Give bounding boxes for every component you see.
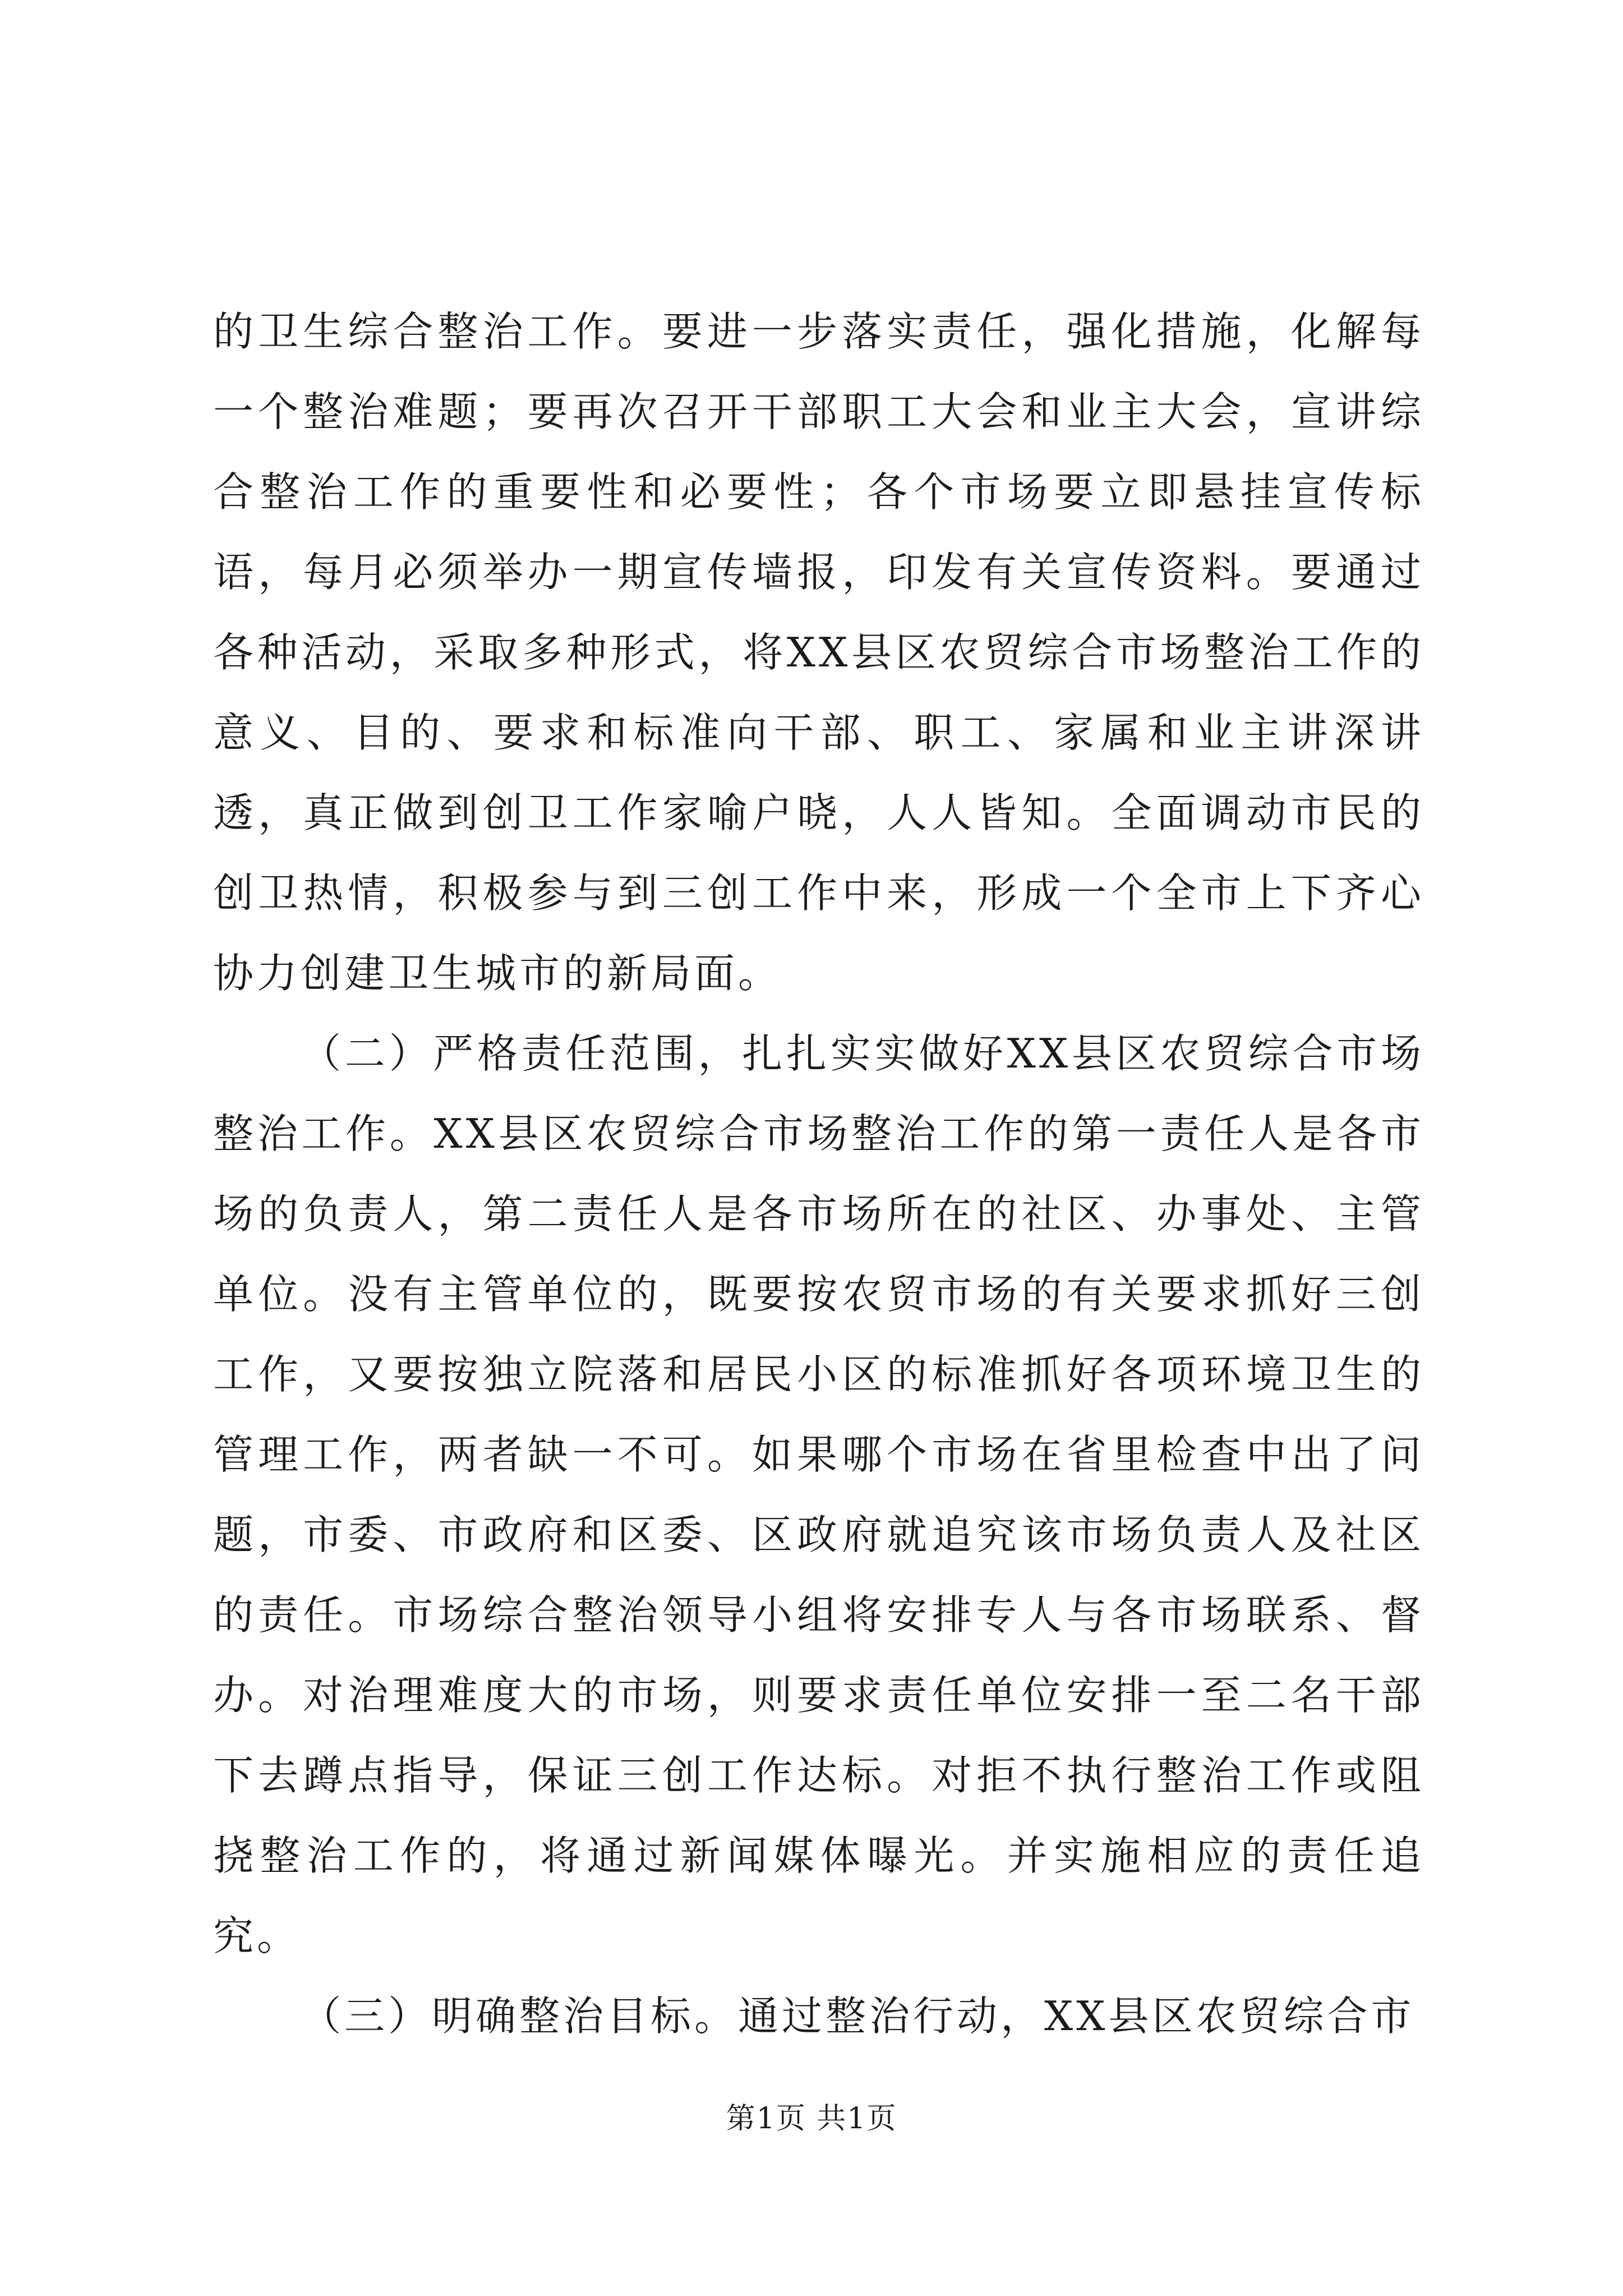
paragraph-1: 的卫生综合整治工作。要进一步落实责任，强化措施，化解每一个整治难题；要再次召开干部职工大会和业主大会，宣讲综合整治工作的重要性和必要性；各个市场要立即悬挂宣传标语，每月必须举办一期宣传墙报，印发有关宣传资料。要通过各种活动，采取多种形式，将XX县区农贸综合市场整治工作的意义、目的、要求和标准向干部、职工、家属和业主讲深讲透，真正做到创卫工作家喻户晓，人人皆知。全面调动市民的创卫热情，积极参与到三创工作中来，形成一个全市上下齐心协力创建卫生城市的新局面。 (213, 308, 1424, 997)
document-body (213, 292, 1424, 2056)
page-footer: 第1页 共1页 (726, 2102, 897, 2136)
paragraph-3: （三）明确整治目标。通过整治行动，XX县区农贸综合市 (301, 1993, 1415, 2040)
paragraph-2: （二）严格责任范围，扎扎实实做好XX县区农贸综合市场整治工作。XX县区农贸综合市场整治工作的第一责任人是各市场的负责人，第二责任人是各市场所在的社区、办事处、主管单位。没有主管单位的，既要按农贸市场的有关要求抓好三创工作，又要按独立院落和居民小区的标准抓好各项环境卫生的管理工作，两者缺一不可。如果哪个市场在省里检查中出了问题，市委、市政府和区委、区政府就追究该市场负责人及社区的责任。市场综合整治领导小组将安排专人与各市场联系、督办。对治理难度大的市场，则要求责任单位安排一至二名干部下去蹲点指导，保证三创工作达标。对拒不执行整治工作或阻挠整治工作的，将通过新闻媒体曝光。并实施相应的责任追究。 (213, 1030, 1424, 1959)
